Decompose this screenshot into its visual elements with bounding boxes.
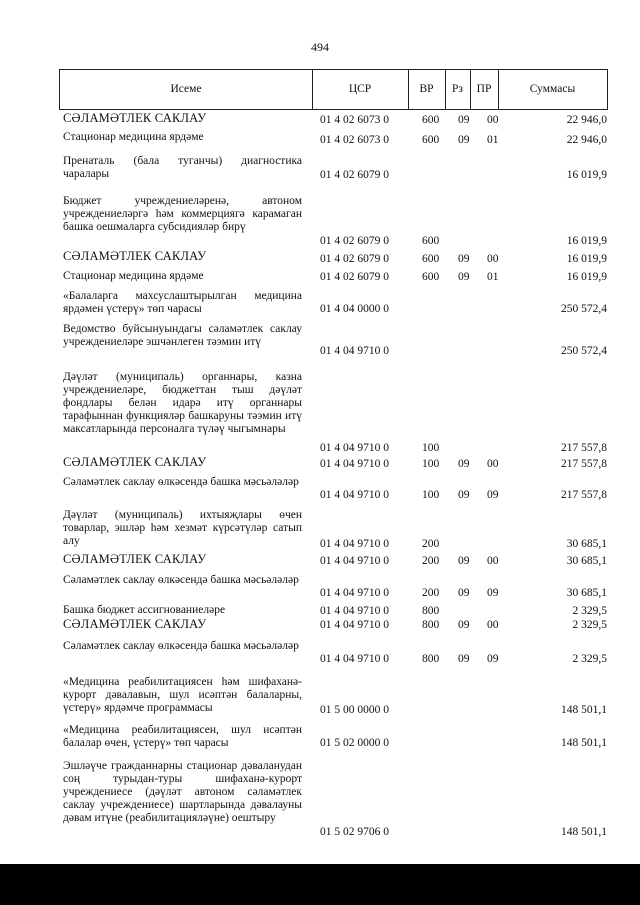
row-code: 01 4 04 9710 0 xyxy=(320,538,389,550)
row-rz: 09 xyxy=(458,555,470,567)
row-rz: 09 xyxy=(458,271,470,283)
row-sum: 30 685,1 xyxy=(566,538,607,550)
row-sum: 16 019,9 xyxy=(566,271,607,283)
row-name: СӘЛАМӘТЛЕК САКЛАУ xyxy=(63,617,207,631)
table-row xyxy=(0,185,640,248)
table-row xyxy=(0,248,640,266)
table-body xyxy=(0,112,640,843)
row-code: 01 4 02 6079 0 xyxy=(320,235,389,247)
row-code: 01 4 04 9710 0 xyxy=(320,619,389,631)
row-vr: 100 xyxy=(422,489,440,501)
row-pr: 00 xyxy=(487,458,499,470)
table-header xyxy=(59,69,608,110)
row-code: 01 4 04 9710 0 xyxy=(320,555,389,567)
row-code: 01 4 02 6079 0 xyxy=(320,271,389,283)
row-pr: 09 xyxy=(487,587,499,599)
row-name: Пренаталь (бала туганчы) диагностика чаралары xyxy=(63,155,302,180)
row-name: Бюджет учреждениеләренә, автоном учреждениеләргә һәм коммерциягә карамаган башка оешмаларга субсидияләр бирү xyxy=(63,195,302,233)
row-vr: 800 xyxy=(422,653,440,665)
table-row xyxy=(0,618,640,632)
row-vr: 800 xyxy=(422,619,440,631)
page-number: 494 xyxy=(311,40,329,54)
row-sum: 217 557,8 xyxy=(561,489,607,501)
row-name: СӘЛАМӘТЛЕК САКЛАУ xyxy=(63,249,207,263)
table-row xyxy=(0,127,640,147)
row-name: Сәламәтлек саклау өлкәсендә башка мәсьәләләр xyxy=(63,640,299,652)
table-row xyxy=(0,455,640,471)
row-name: «Медицина реабилитациясен һәм шифаханә-курорт дәвалавын, шул исәптән балаларны, үстерү» ярдәмче программасы xyxy=(63,676,302,714)
row-rz: 09 xyxy=(458,619,470,631)
row-name: Сәламәтлек саклау өлкәсендә башка мәсьәләләр xyxy=(63,476,299,488)
row-rz: 09 xyxy=(458,653,470,665)
table-row xyxy=(0,363,640,455)
row-rz: 09 xyxy=(458,489,470,501)
row-code: 01 4 02 6079 0 xyxy=(320,253,389,265)
row-code: 01 4 04 9710 0 xyxy=(320,587,389,599)
row-name: Стационар медицина ярдәме xyxy=(63,270,204,282)
row-pr: 09 xyxy=(487,653,499,665)
row-sum: 2 329,5 xyxy=(572,619,607,631)
row-sum: 2 329,5 xyxy=(572,605,607,617)
row-pr: 00 xyxy=(487,555,499,567)
row-vr: 600 xyxy=(422,271,440,283)
row-vr: 600 xyxy=(422,134,440,146)
row-pr: 00 xyxy=(487,253,499,265)
table-row xyxy=(0,284,640,316)
row-sum: 16 019,9 xyxy=(566,169,607,181)
row-vr: 600 xyxy=(422,235,440,247)
row-code: 01 4 02 6073 0 xyxy=(320,134,389,146)
row-name: Дәүләт (муниципаль) ихтыяҗлары өчен товарлар, эшләр һәм хезмәт күрсәтүләр сатып алу xyxy=(63,509,302,547)
row-pr: 00 xyxy=(487,619,499,631)
row-sum: 22 946,0 xyxy=(566,134,607,146)
row-name: Эшләүче гражданнарны стационар дәваланудан соң турыдан-туры шифаханә-курорт учреждениесе (дәүләт автоном сәламәтлек саклау учреждениесе) шартларында дәвалауны дәвам итүне (реабилитацияләүне) оештыру xyxy=(63,760,302,824)
row-sum: 148 501,1 xyxy=(561,704,607,716)
row-name: СӘЛАМӘТЛЕК САКЛАУ xyxy=(63,552,207,566)
table-row xyxy=(0,266,640,284)
row-code: 01 4 02 6073 0 xyxy=(320,114,389,126)
row-code: 01 5 02 0000 0 xyxy=(320,737,389,749)
row-rz: 09 xyxy=(458,458,470,470)
table-row xyxy=(0,666,640,717)
table-row xyxy=(0,750,640,843)
header-vr: ВР xyxy=(408,70,446,109)
table-row xyxy=(0,471,640,502)
row-vr: 200 xyxy=(422,555,440,567)
row-sum: 30 685,1 xyxy=(566,587,607,599)
row-name: Башка бюджет ассигнованиеләре xyxy=(63,604,226,616)
row-code: 01 4 04 9710 0 xyxy=(320,458,389,470)
row-pr: 01 xyxy=(487,271,499,283)
row-code: 01 4 04 0000 0 xyxy=(320,303,389,315)
row-name: Дәүләт (муниципаль) органнары, казна учреждениеләре, бюджеттан тыш дәүләт фондлары белән идарә итү органнары тарафыннан функцияләр башкаруны тәэмин итү максатларында персоналга түләү чыгымнары xyxy=(63,371,302,435)
header-name: Исеме xyxy=(60,70,313,109)
table-row xyxy=(0,147,640,185)
row-rz: 09 xyxy=(458,134,470,146)
table-row xyxy=(0,600,640,618)
row-code: 01 4 04 9710 0 xyxy=(320,653,389,665)
table-row xyxy=(0,502,640,551)
scan-bottom-edge xyxy=(0,864,640,905)
row-code: 01 4 04 9710 0 xyxy=(320,605,389,617)
table-row xyxy=(0,551,640,568)
row-sum: 250 572,4 xyxy=(561,345,607,357)
header-code: ЦСР xyxy=(312,70,409,109)
table-row xyxy=(0,717,640,750)
row-vr: 200 xyxy=(422,587,440,599)
table-row xyxy=(0,632,640,666)
table-row xyxy=(0,316,640,363)
header-sum: Суммасы xyxy=(529,83,576,95)
row-name: «Балаларга махсуслаштырылган медицина ярдәмен үстерү» төп чарасы xyxy=(63,290,302,315)
row-code: 01 4 02 6079 0 xyxy=(320,169,389,181)
row-sum: 217 557,8 xyxy=(561,458,607,470)
row-rz: 09 xyxy=(458,253,470,265)
row-vr: 600 xyxy=(422,253,440,265)
row-sum: 22 946,0 xyxy=(566,114,607,126)
header-pr: ПР xyxy=(470,70,499,109)
row-sum: 16 019,9 xyxy=(566,235,607,247)
row-vr: 600 xyxy=(422,114,440,126)
row-sum: 217 557,8 xyxy=(561,442,607,454)
row-vr: 100 xyxy=(422,458,440,470)
row-code: 01 4 04 9710 0 xyxy=(320,345,389,357)
row-vr: 800 xyxy=(422,605,440,617)
row-name: Стационар медицина ярдәме xyxy=(63,131,204,143)
row-rz: 09 xyxy=(458,587,470,599)
row-code: 01 5 00 0000 0 xyxy=(320,704,389,716)
row-name: СӘЛАМӘТЛЕК САКЛАУ xyxy=(63,455,207,469)
row-name: Ведомство буйсынуындагы сәламәтлек саклау учреждениеләре эшчәнлеген тәэмин итү xyxy=(63,323,302,348)
row-code: 01 4 04 9710 0 xyxy=(320,489,389,501)
row-vr: 100 xyxy=(422,442,440,454)
table-row xyxy=(0,568,640,600)
row-pr: 01 xyxy=(487,134,499,146)
row-sum: 250 572,4 xyxy=(561,303,607,315)
row-name: Сәламәтлек саклау өлкәсендә башка мәсьәләләр xyxy=(63,574,299,586)
row-pr: 09 xyxy=(487,489,499,501)
row-name: «Медицина реабилитациясен, шул исәптән балалар өчен, үстерү» төп чарасы xyxy=(63,724,302,749)
row-sum: 2 329,5 xyxy=(572,653,607,665)
row-sum: 148 501,1 xyxy=(561,737,607,749)
row-sum: 30 685,1 xyxy=(566,555,607,567)
row-rz: 09 xyxy=(458,114,470,126)
row-code: 01 5 02 9706 0 xyxy=(320,826,389,838)
row-vr: 200 xyxy=(422,538,440,550)
row-sum: 148 501,1 xyxy=(561,826,607,838)
row-name: СӘЛАМӘТЛЕК САКЛАУ xyxy=(63,111,207,125)
row-sum: 16 019,9 xyxy=(566,253,607,265)
row-pr: 00 xyxy=(487,114,499,126)
row-code: 01 4 04 9710 0 xyxy=(320,442,389,454)
header-rz: Рз xyxy=(445,70,471,109)
table-row xyxy=(0,112,640,127)
